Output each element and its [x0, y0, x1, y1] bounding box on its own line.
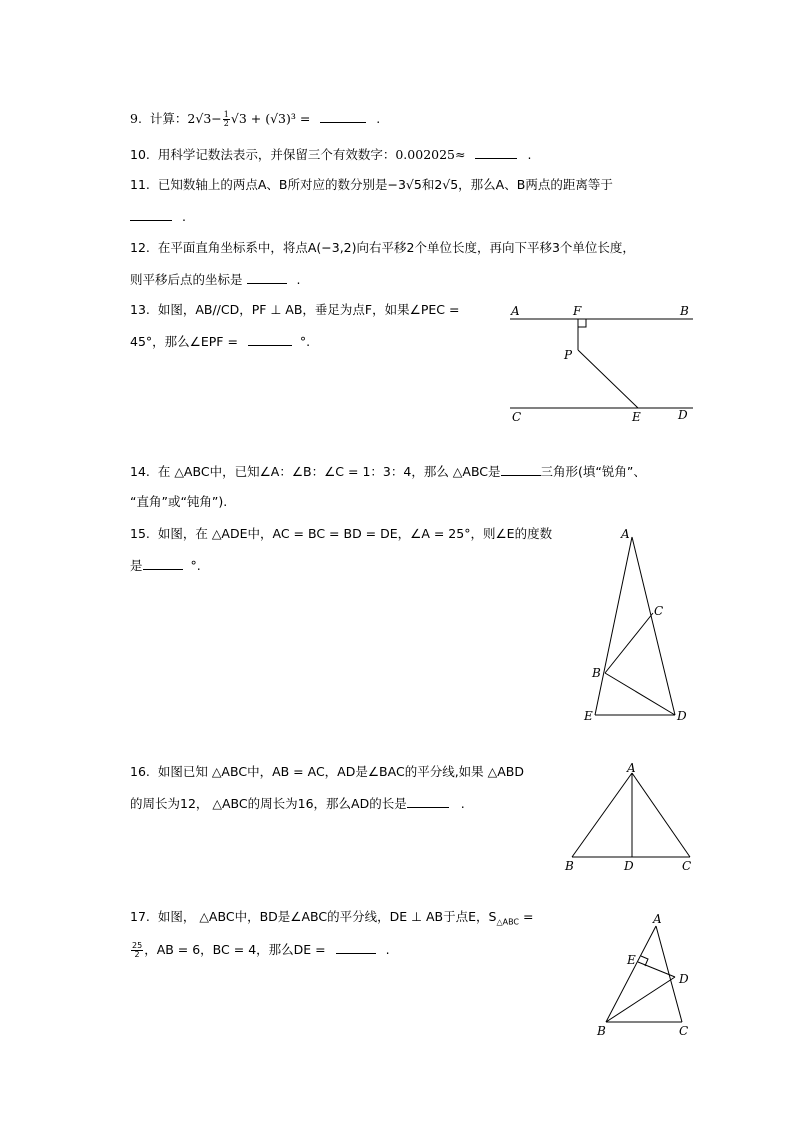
- question-end: .: [296, 272, 301, 287]
- question-12-line2: [130, 271, 300, 288]
- figure-q16: [562, 760, 702, 875]
- label-d: D: [677, 709, 687, 723]
- question-number: 16.: [130, 764, 150, 779]
- answer-blank[interactable]: [501, 463, 541, 476]
- question-14: [130, 463, 646, 480]
- question-13: [130, 302, 459, 318]
- question-text: 如图，AB//CD，PF ⊥ AB，垂足为点F，如果∠PEC =: [157, 302, 460, 317]
- question-text: 是: [130, 558, 143, 573]
- segment-ac: [632, 773, 690, 857]
- segment-ab: [572, 773, 632, 857]
- question-text: 如图，在 △ADE中，AC = BC = BD = DE，∠A = 25°，则∠E的度数: [157, 526, 553, 541]
- segment-ae: [595, 537, 632, 715]
- segment-bd: [605, 673, 675, 715]
- answer-blank[interactable]: [475, 146, 517, 159]
- label-a: A: [653, 912, 662, 926]
- question-number: 11.: [130, 177, 150, 192]
- question-text: =: [519, 909, 534, 924]
- label-a: A: [621, 527, 630, 541]
- question-15-line2: [130, 557, 201, 574]
- label-a: A: [627, 761, 636, 775]
- question-11-line2: [130, 208, 186, 225]
- question-10: [130, 146, 531, 163]
- question-text: 已知数轴上的两点A、B所对应的数分别是−3√5和2√5，那么A、B两点的距离等于: [157, 177, 613, 192]
- label-c: C: [679, 1024, 689, 1038]
- question-13-line2: [130, 333, 310, 350]
- subscript: △ABC: [496, 917, 519, 927]
- question-end: °.: [190, 558, 201, 573]
- question-16-line2: [130, 795, 465, 812]
- label-b: B: [565, 859, 574, 873]
- label-f: F: [573, 304, 582, 318]
- label-e: E: [632, 410, 641, 424]
- label-p: P: [564, 348, 573, 362]
- expression-part: √3 + (√3)³ =: [230, 111, 311, 126]
- question-17-line2: [130, 941, 390, 959]
- label-c: C: [682, 859, 692, 873]
- fraction: $\frac{25}{2}$: [132, 941, 143, 959]
- question-16: [130, 764, 524, 780]
- segment-ad: [632, 537, 675, 715]
- right-angle-mark: [578, 319, 586, 327]
- question-value: 0.002025≈: [395, 147, 466, 162]
- question-end: .: [385, 942, 390, 957]
- answer-blank[interactable]: [407, 795, 449, 808]
- question-text: “直角”或“钝角”).: [130, 494, 228, 509]
- answer-blank[interactable]: [247, 271, 287, 284]
- question-12: [130, 240, 635, 256]
- expression-part: 2√3−: [187, 111, 222, 126]
- answer-blank[interactable]: [336, 941, 376, 954]
- label-b: B: [680, 304, 689, 318]
- question-end: .: [527, 147, 532, 162]
- label-e: E: [627, 953, 636, 967]
- question-text: 在 △ABC中，已知∠A：∠B：∠C = 1：3：4，那么 △ABC是: [157, 464, 501, 479]
- question-text: 在平面直角坐标系中，将点A(−3,2)向右平移2个单位长度，再向下平移3个单位长度，: [157, 240, 635, 255]
- label-d: D: [679, 972, 689, 986]
- question-number: 9.: [130, 111, 142, 126]
- question-9: [130, 110, 380, 128]
- question-text: 45°，那么∠EPF =: [130, 334, 238, 349]
- question-number: 17.: [130, 909, 150, 924]
- question-end: °.: [299, 334, 311, 349]
- segment-de: [638, 962, 675, 977]
- question-number: 13.: [130, 302, 150, 317]
- question-number: 14.: [130, 464, 150, 479]
- question-text: 则平移后点的坐标是: [130, 272, 243, 287]
- segment-pe: [578, 350, 638, 408]
- question-text: ，AB = 6，BC = 4，那么DE =: [144, 942, 326, 957]
- answer-blank[interactable]: [248, 333, 292, 346]
- figure-q17: [590, 910, 700, 1040]
- question-text: 三角形(填“锐角”、: [540, 464, 646, 479]
- label-a: A: [511, 304, 520, 318]
- question-text: 如图已知 △ABC中，AB = AC，AD是∠BAC的平分线,如果 △ABD: [157, 764, 525, 779]
- segment-ab: [606, 926, 656, 1022]
- question-end: .: [181, 209, 186, 224]
- question-14-line2: [130, 494, 227, 510]
- label-d: D: [624, 859, 634, 873]
- figure-q13: [505, 300, 705, 430]
- label-d: D: [678, 408, 688, 422]
- question-17: [130, 909, 533, 931]
- label-c: C: [654, 604, 664, 618]
- label-b: B: [592, 666, 601, 680]
- question-label: 计算：: [149, 111, 188, 126]
- question-text: 如图， △ABC中，BD是∠ABC的平分线，DE ⊥ AB于点E，S: [157, 909, 497, 924]
- question-end: .: [460, 796, 465, 811]
- question-number: 15.: [130, 526, 150, 541]
- question-text: 用科学记数法表示，并保留三个有效数字：: [157, 147, 396, 162]
- label-c: C: [512, 410, 522, 424]
- segment-bd: [606, 977, 675, 1022]
- question-11: [130, 177, 613, 193]
- label-e: E: [584, 709, 593, 723]
- answer-blank[interactable]: [143, 557, 183, 570]
- question-number: 10.: [130, 147, 150, 162]
- answer-blank[interactable]: [130, 208, 172, 221]
- question-end: .: [376, 111, 381, 126]
- label-b: B: [597, 1024, 606, 1038]
- figure-q15: [580, 525, 700, 730]
- segment-bc: [605, 613, 653, 673]
- fraction: $\frac{1}{2}$: [223, 110, 229, 128]
- question-text: 的周长为12， △ABC的周长为16，那么AD的长是: [130, 796, 407, 811]
- question-15: [130, 526, 552, 542]
- question-number: 12.: [130, 240, 150, 255]
- answer-blank[interactable]: [320, 110, 366, 123]
